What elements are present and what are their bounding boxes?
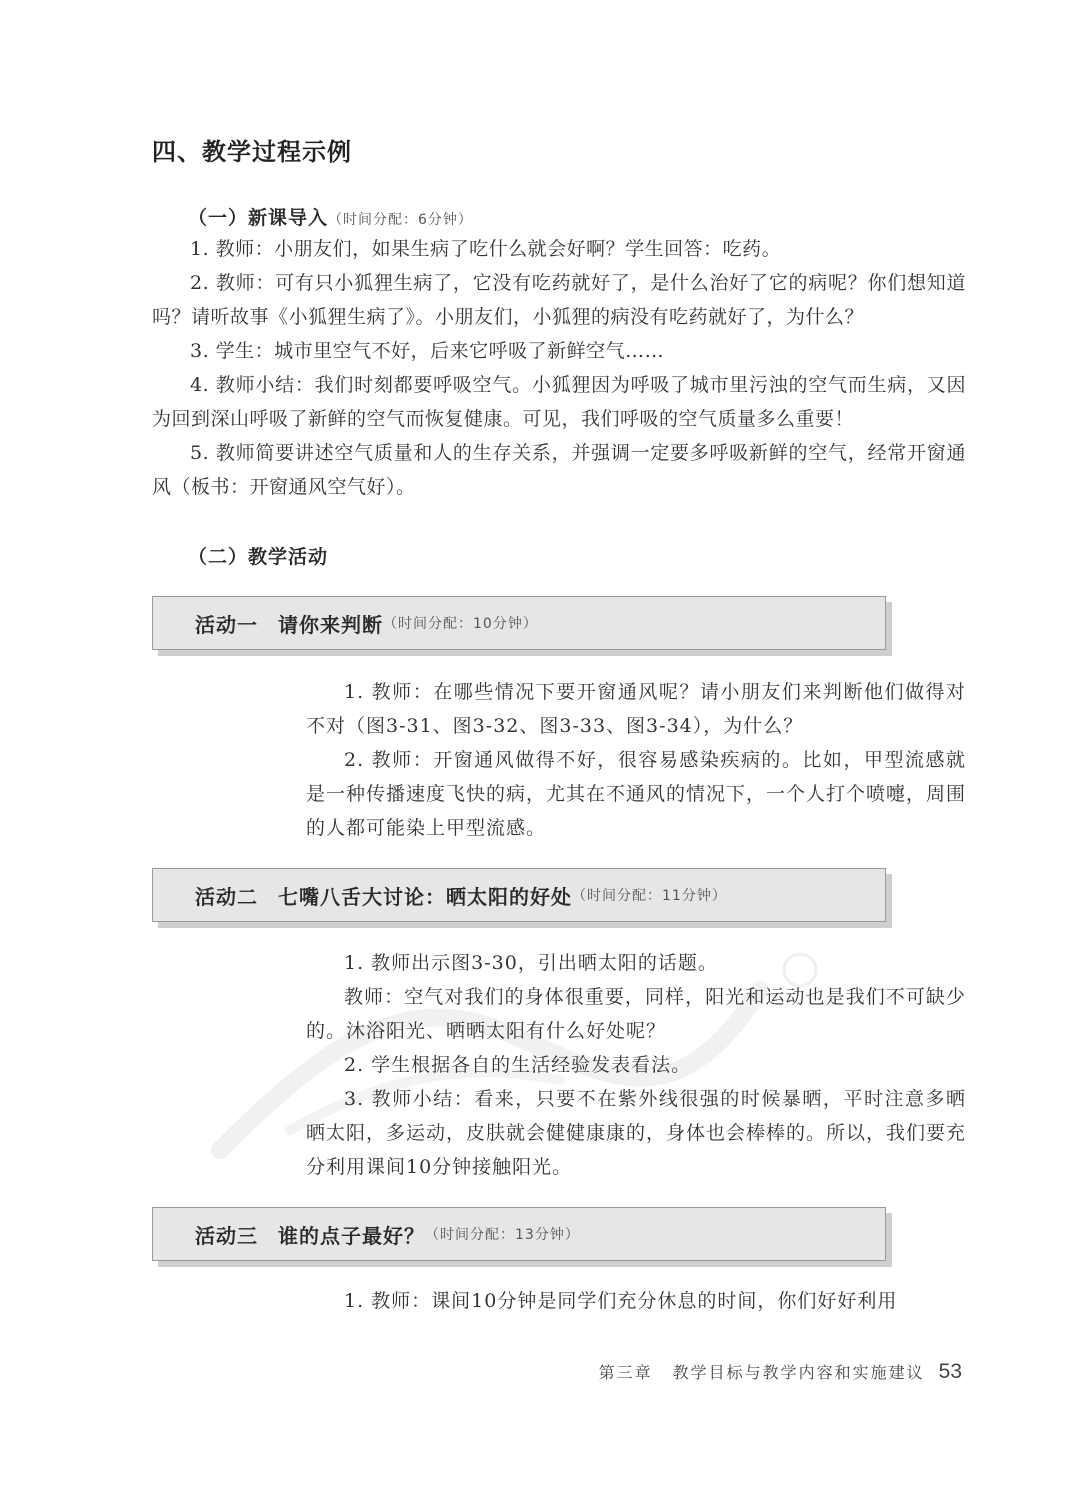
section-title: 四、教学过程示例 [152,138,352,166]
activity2-header-box [152,868,886,922]
footer-chapter: 第三章 [598,1363,653,1382]
paragraph: 2. 教师：可有只小狐狸生病了，它没有吃药就好了，是什么治好了它的病呢？你们想知道吗？请听故事《小狐狸生病了》。小朋友们，小狐狸的病没有吃药就好了，为什么？ [152,272,966,328]
paragraph: 2. 学生根据各自的生活经验发表看法。 [344,1054,692,1076]
footer-chapter-title: 教学目标与教学内容和实施建议 [672,1363,925,1382]
activity1-time-note: （时间分配：10分钟） [383,616,538,632]
paragraph: 2. 教师：开窗通风做得不好，很容易感染疾病的。比如，甲型流感就是一种传播速度飞快的病，尤其在不通风的情况下，一个人打个喷嚏，周围的人都可能染上甲型流感。 [306,749,967,839]
paragraph: 5. 教师简要讲述空气质量和人的生存关系，并强调一定要多呼吸新鲜的空气，经常开窗通风（板书：开窗通风空气好）。 [152,442,966,498]
part1-body [152,232,966,504]
activity2-body [306,946,966,1184]
activity2-name: 七嘴八舌大讨论：晒太阳的好处 [278,884,572,909]
part1-heading [188,203,473,230]
activity2-time-note: （时间分配：11分钟） [572,888,727,904]
activity1-name: 请你来判断 [278,612,383,637]
paragraph: 教师：空气对我们的身体很重要，同样，阳光和运动也是我们不可缺少的。沐浴阳光、晒晒太阳有什么好处呢？ [306,986,966,1042]
activity1-label: 活动一 [195,612,258,637]
activity1-heading [195,597,538,649]
paragraph: 1. 教师：小朋友们，如果生病了吃什么就会好啊？学生回答：吃药。 [190,238,782,260]
activity3-heading [195,1208,580,1260]
page-number: 53 [938,1360,962,1383]
activity1-body [306,675,966,845]
activity1-header-box [152,596,886,650]
part1-title: （一）新课导入 [188,207,329,229]
activity2-label: 活动二 [195,884,258,909]
activity3-time-note: （时间分配：13分钟） [425,1227,580,1243]
page-footer [599,1360,962,1384]
paragraph: 1. 教师：课间10分钟是同学们充分休息的时间，你们好好利用 [344,1290,898,1312]
activity3-name: 谁的点子最好？ [278,1223,425,1248]
paragraph: 1. 教师出示图3-30，引出晒太阳的话题。 [344,952,718,974]
paragraph: 1. 教师：在哪些情况下要开窗通风呢？请小朋友们来判断他们做得对不对（图3-31、图3-32、图3-33、图3-34），为什么？ [306,681,966,737]
part1-time-note: （时间分配：6分钟） [328,212,473,228]
activity2-heading [195,869,727,921]
activity3-body [306,1284,966,1318]
activity3-header-box [152,1207,886,1261]
part2-title: （二）教学活动 [188,546,329,568]
paragraph: 3. 教师小结：看来，只要不在紫外线很强的时候暴晒，平时注意多晒晒太阳，多运动，皮肤就会健健康康的，身体也会棒棒的。所以，我们要充分利用课间10分钟接触阳光。 [306,1088,967,1178]
paragraph: 3. 学生：城市里空气不好，后来它呼吸了新鲜空气…… [190,340,665,362]
paragraph: 4. 教师小结：我们时刻都要呼吸空气。小狐狸因为呼吸了城市里污浊的空气而生病，又因为回到深山呼吸了新鲜的空气而恢复健康。可见，我们呼吸的空气质量多么重要！ [152,374,966,430]
activity3-label: 活动三 [195,1223,258,1248]
